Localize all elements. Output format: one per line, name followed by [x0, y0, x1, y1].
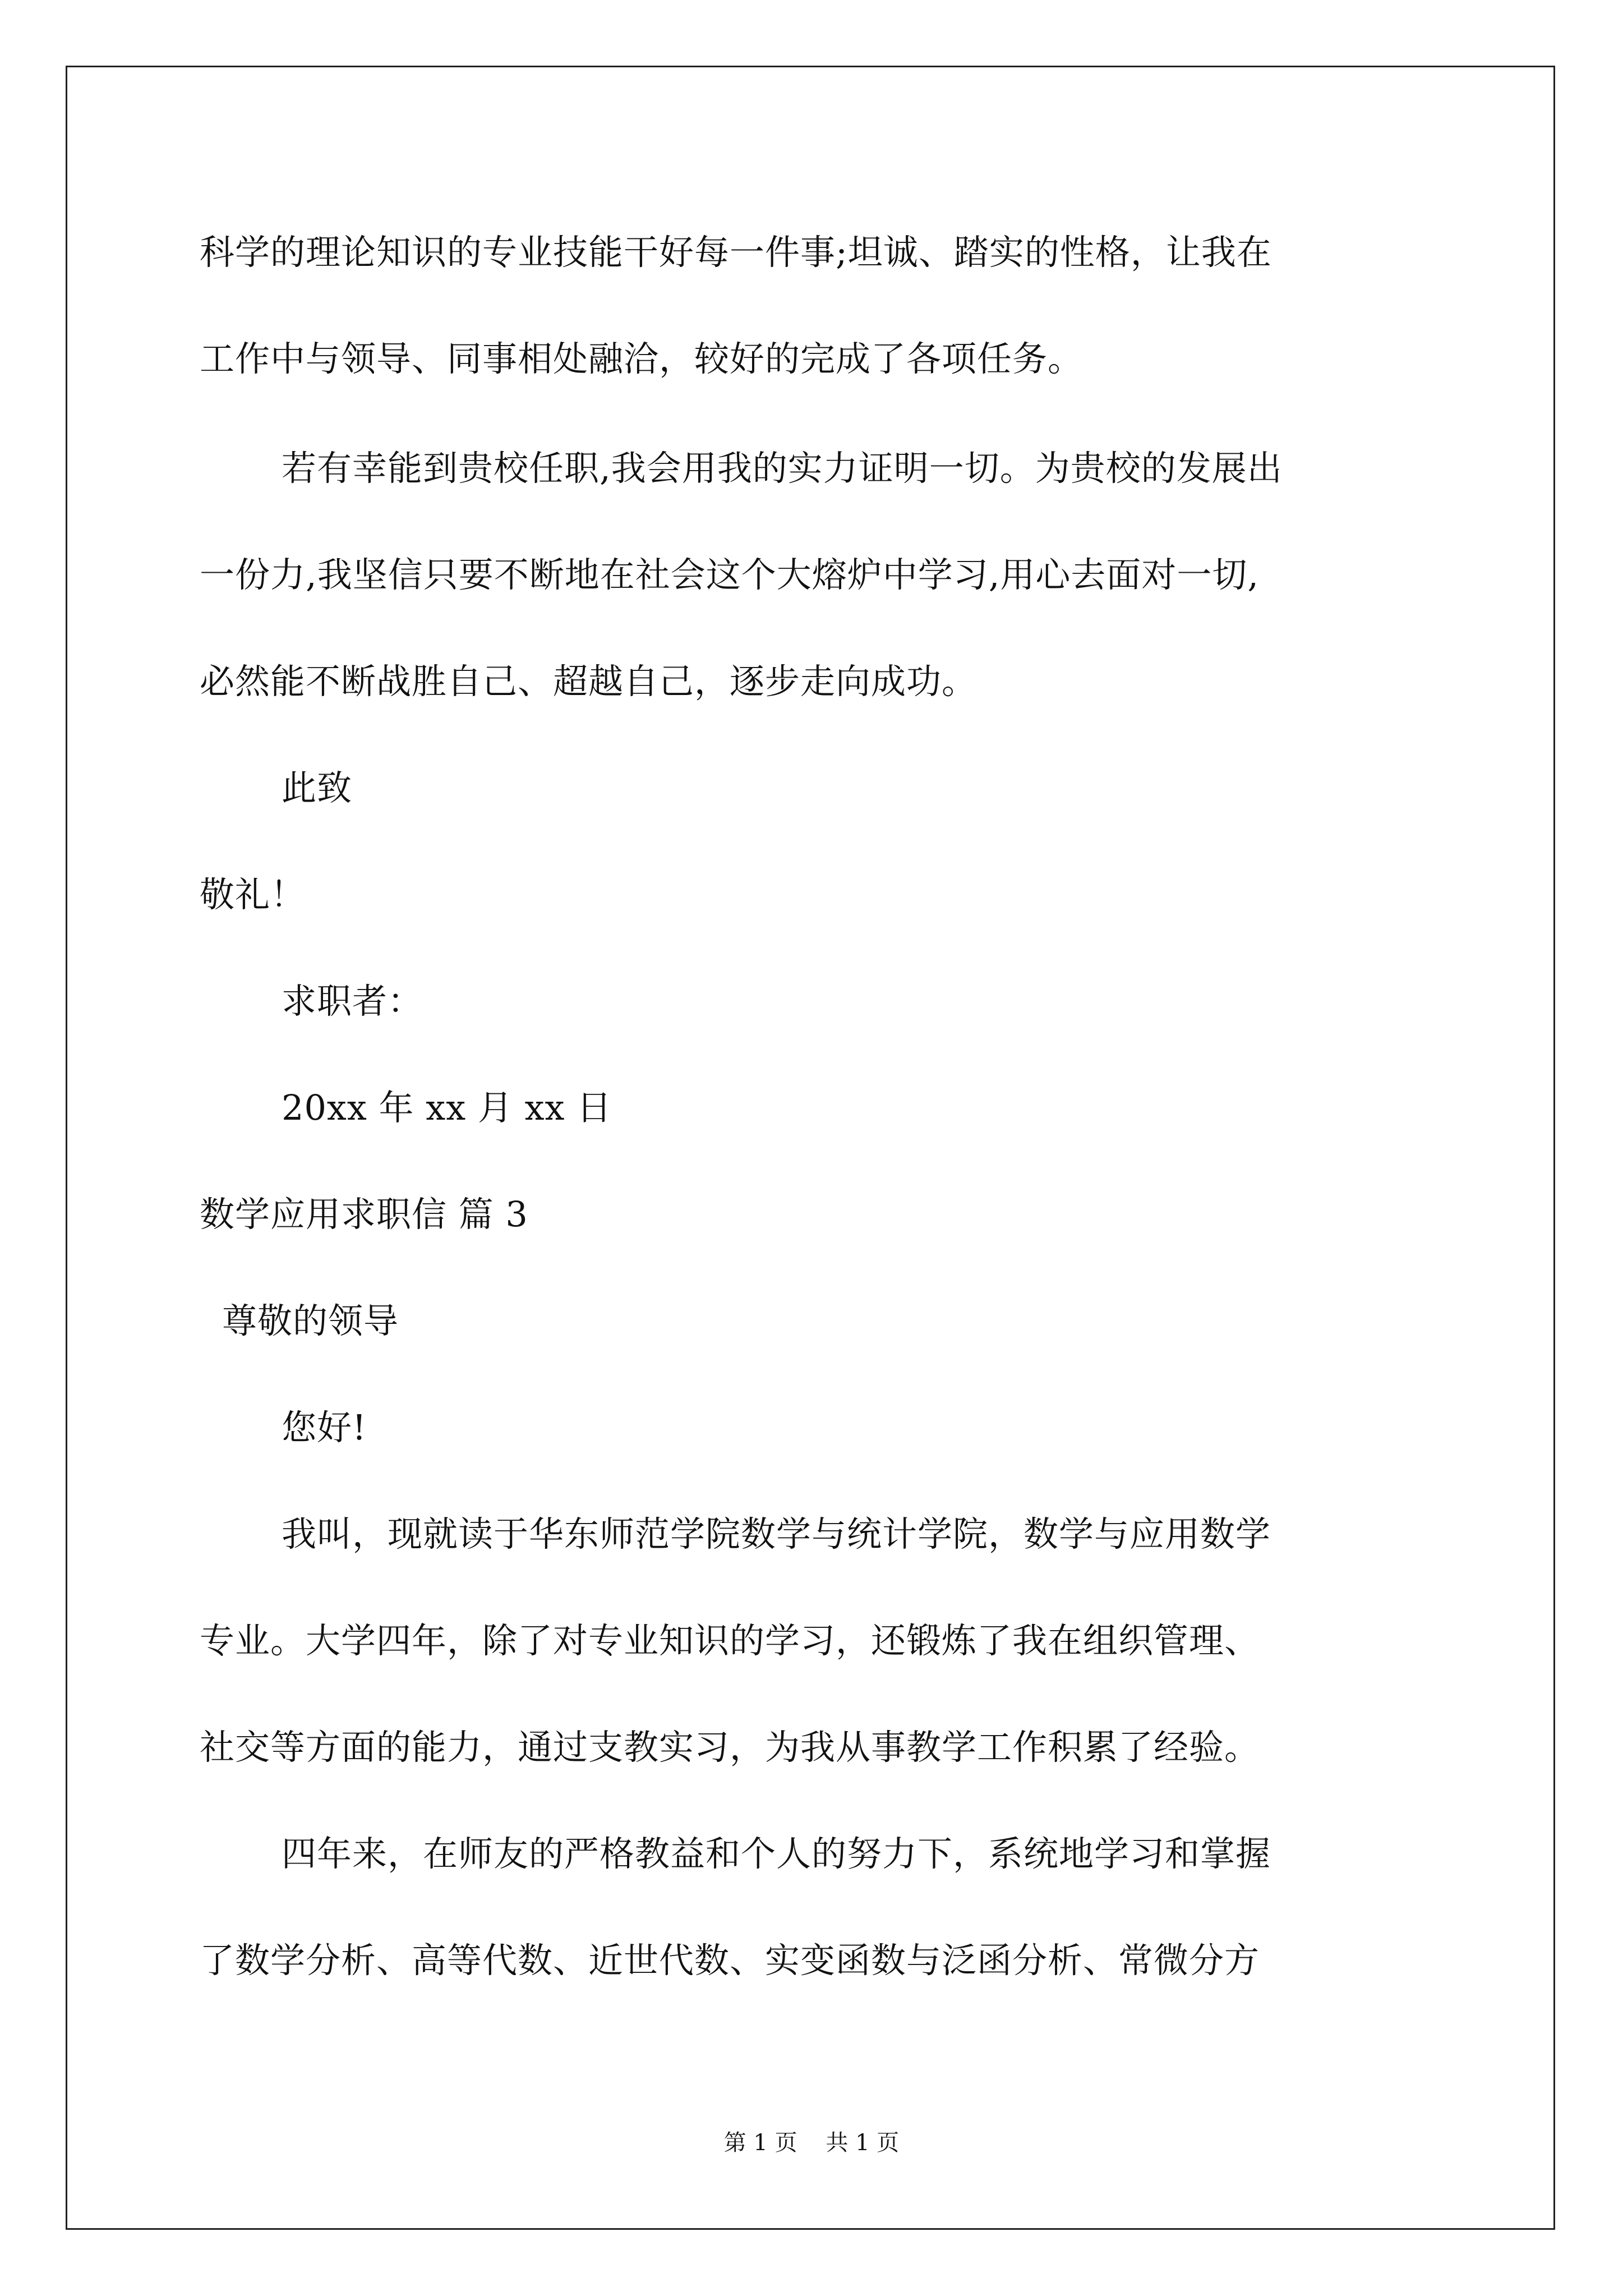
closing-line: 此致: [282, 767, 353, 808]
text-line: 工作中与领导、同事相处融洽，较好的完成了各项任务。: [200, 338, 1083, 379]
text-line: 必然能不断战胜自己、超越自己，逐步走向成功。: [200, 661, 978, 702]
page-border: [66, 66, 1555, 2230]
text-line: 专业。大学四年，除了对专业知识的学习，还锻炼了我在组织管理、: [200, 1620, 1260, 1661]
text-line: 一份力,我坚信只要不断地在社会这个大熔炉中学习,用心去面对一切,: [200, 554, 1260, 595]
text-line: 了数学分析、高等代数、近世代数、实变函数与泛函分析、常微分方: [200, 1940, 1260, 1981]
closing-greeting: 敬礼！: [200, 874, 306, 915]
text-line: 科学的理论知识的专业技能干好每一件事;坦诚、踏实的性格，让我在: [200, 232, 1272, 273]
text-line: 我叫，现就读于华东师范学院数学与统计学院，数学与应用数学: [282, 1513, 1271, 1554]
text-line: 若有幸能到贵校任职,我会用我的实力证明一切。为贵校的发展出: [282, 448, 1283, 489]
section-heading: 数学应用求职信 篇 3: [200, 1194, 528, 1235]
text-line: 社交等方面的能力，通过支教实习，为我从事教学工作积累了经验。: [200, 1727, 1260, 1768]
signature-label: 求职者：: [282, 981, 423, 1022]
greeting: 您好!: [282, 1407, 367, 1448]
salutation: 尊敬的领导: [222, 1300, 399, 1341]
text-line: 四年来，在师友的严格教益和个人的努力下，系统地学习和掌握: [282, 1833, 1271, 1874]
date-line: 20xx 年 xx 月 xx 日: [282, 1087, 612, 1128]
page-number-footer: 第 1 页 共 1 页: [723, 2130, 900, 2156]
